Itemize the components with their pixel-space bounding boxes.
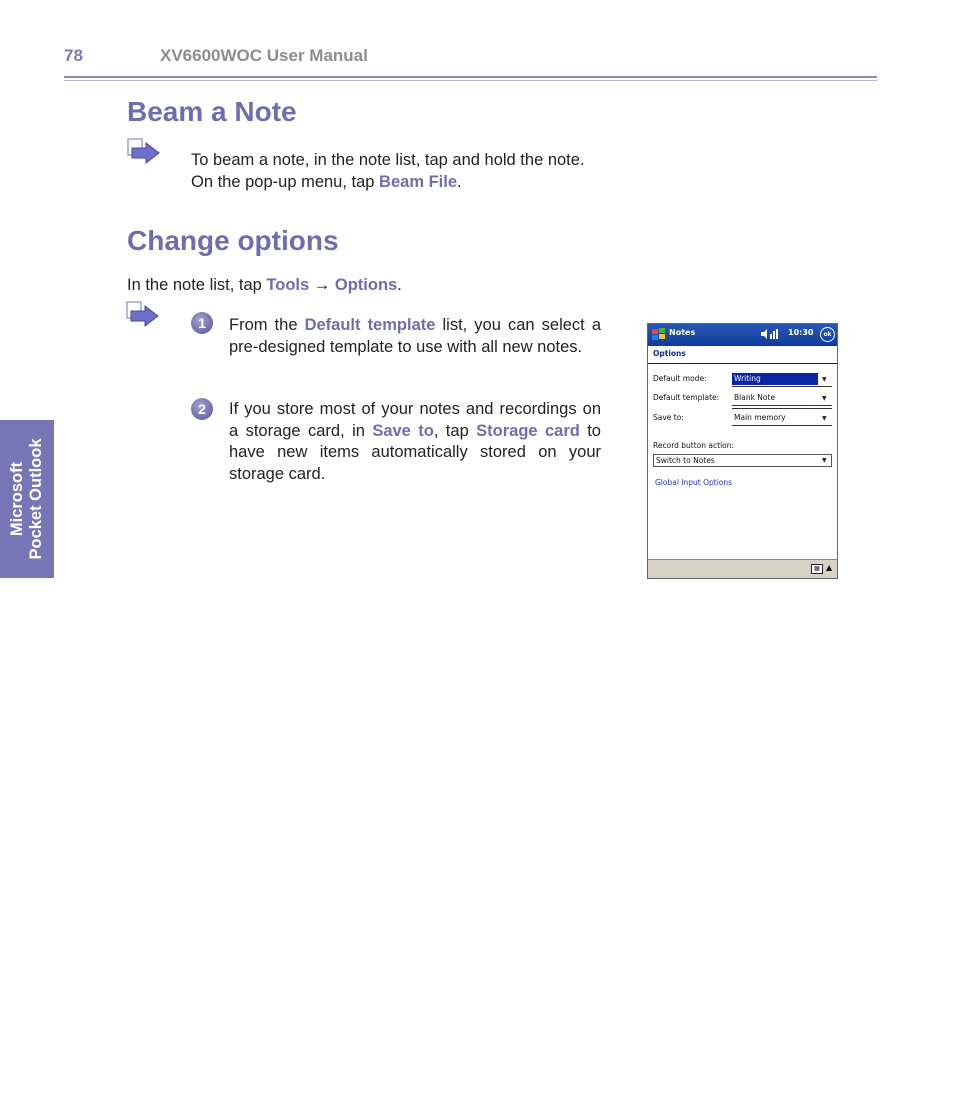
options-heading: Options bbox=[653, 349, 686, 358]
save-to-label: Save to: bbox=[653, 413, 684, 422]
side-tab-line1: Microsoft bbox=[8, 461, 26, 537]
keyboard-icon[interactable]: ▦ bbox=[811, 564, 823, 574]
step-2-post: to have new items automatically stored on your storage card. bbox=[229, 421, 601, 483]
tools-term: Tools bbox=[266, 276, 310, 294]
beam-text-line1: To beam a note, in the note list, tap and hold the note. bbox=[191, 151, 585, 169]
device-clock[interactable]: 10:30 bbox=[788, 328, 814, 337]
save-to-term: Save to bbox=[372, 421, 434, 440]
step-number-badge: 1 bbox=[191, 312, 213, 334]
header-rule-thin bbox=[64, 80, 877, 81]
global-input-options-link[interactable]: Global Input Options bbox=[655, 478, 733, 487]
save-to-select[interactable]: Main memory bbox=[734, 413, 786, 422]
windows-start-icon[interactable] bbox=[651, 327, 666, 342]
beam-text-suffix: . bbox=[457, 172, 462, 191]
change-options-intro bbox=[127, 275, 607, 297]
record-button-label: Record button action: bbox=[653, 441, 735, 450]
default-template-term: Default template bbox=[304, 316, 436, 334]
default-template-label: Default template: bbox=[653, 393, 720, 402]
beam-instructions bbox=[191, 150, 611, 193]
select-underline bbox=[732, 408, 832, 409]
select-underline bbox=[732, 425, 832, 426]
section-heading-beam: Beam a Note bbox=[127, 96, 297, 127]
device-app-title: Notes bbox=[669, 328, 696, 337]
side-tab-line2: Pocket Outlook bbox=[27, 438, 45, 560]
select-underline bbox=[732, 405, 832, 406]
intro-arrow: → bbox=[309, 276, 335, 294]
device-bottom-bar bbox=[648, 559, 837, 578]
procedure-arrow-icon bbox=[125, 301, 161, 331]
device-screenshot bbox=[647, 323, 838, 579]
step-2-pre: If you store most of your notes and recordings on a storage card, in bbox=[229, 400, 601, 440]
intro-prefix: In the note list, tap bbox=[127, 276, 267, 294]
procedure-arrow-icon bbox=[126, 138, 162, 168]
side-chapter-tab bbox=[0, 420, 54, 578]
beam-text-prefix: On the pop-up menu, tap bbox=[191, 172, 380, 191]
storage-card-term: Storage card bbox=[476, 421, 580, 440]
step-number-badge: 2 bbox=[191, 398, 213, 420]
chevron-down-icon[interactable]: ▼ bbox=[822, 395, 827, 402]
step-1-post: list, you can select a pre-designed template to use with all new notes. bbox=[229, 316, 601, 356]
step-1-pre: From the bbox=[229, 316, 305, 334]
section-heading-change-options: Change options bbox=[127, 225, 339, 256]
manual-title: XV6600WOC User Manual bbox=[160, 46, 368, 65]
intro-suffix: . bbox=[397, 276, 402, 294]
beam-text-line2 bbox=[191, 172, 611, 194]
ok-button[interactable]: ok bbox=[820, 327, 835, 342]
connectivity-volume-icon[interactable] bbox=[760, 328, 782, 340]
header-rule bbox=[64, 76, 877, 78]
device-title-bar bbox=[648, 324, 837, 346]
options-term: Options bbox=[334, 276, 398, 294]
select-underline bbox=[732, 386, 832, 387]
side-tab-label bbox=[8, 438, 46, 559]
default-mode-select[interactable]: Writing bbox=[732, 373, 818, 385]
chevron-down-icon[interactable]: ▼ bbox=[822, 415, 827, 422]
chevron-down-icon[interactable]: ▼ bbox=[822, 457, 827, 464]
default-template-select[interactable]: Blank Note bbox=[734, 393, 776, 402]
step-2-text bbox=[229, 399, 601, 485]
chevron-up-icon[interactable]: ▲ bbox=[826, 563, 833, 572]
page-number: 78 bbox=[64, 46, 83, 65]
record-button-select[interactable]: Switch to Notes bbox=[653, 454, 832, 467]
beam-file-term: Beam File bbox=[379, 172, 457, 191]
heading-divider bbox=[648, 363, 837, 364]
chevron-down-icon[interactable]: ▼ bbox=[822, 376, 827, 383]
default-mode-label: Default mode: bbox=[653, 374, 707, 383]
step-2-mid: , tap bbox=[433, 421, 477, 440]
step-1-text bbox=[229, 315, 601, 358]
